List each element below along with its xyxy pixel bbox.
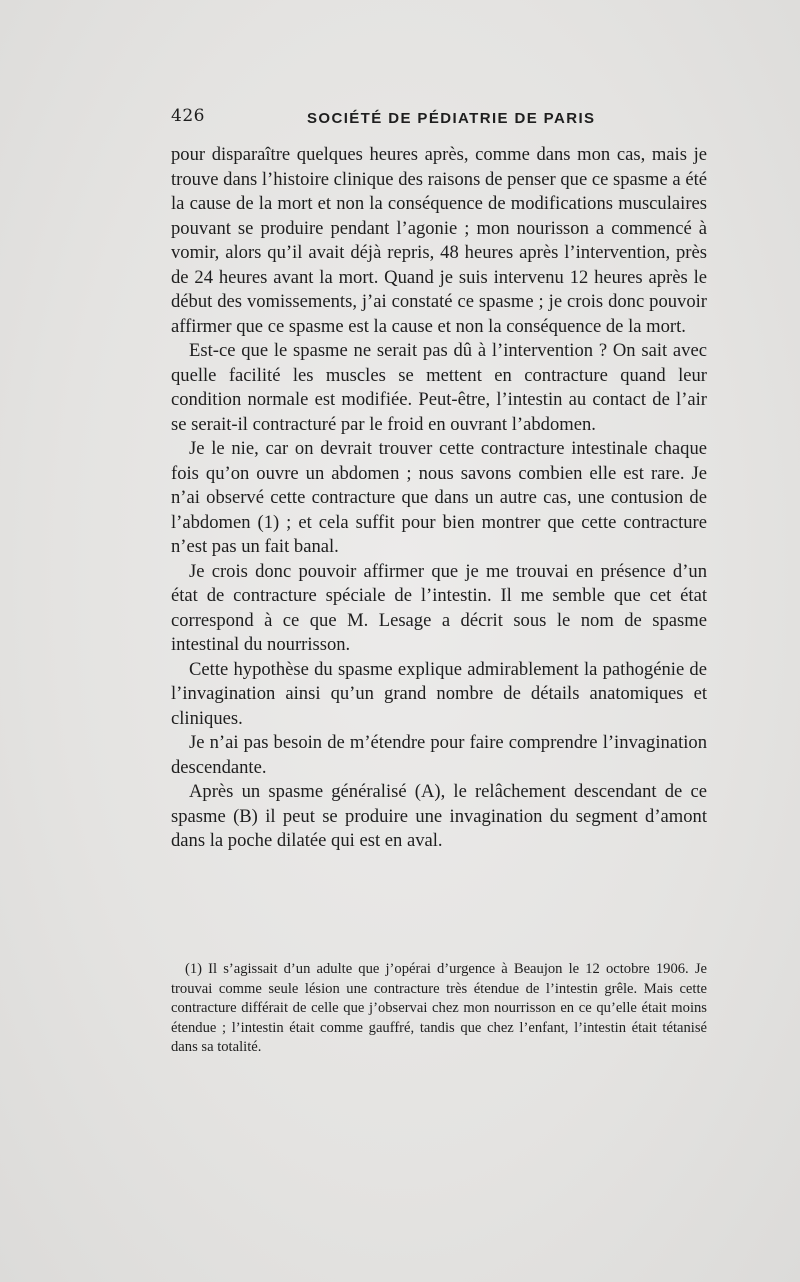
footnote-text: (1) Il s’agissait d’un adulte que j’opérai d’urgence à Beaujon le 12 octobre 1906. Je trouvai comme seule lésion une contracture très étendue de l’intestin grêle. Mais cette contracture différait de celle que j’observai chez mon nourrisson en ce qu’elle était moins étendue ; l’intestin était comme gauffré, tandis que chez l’enfant, l’intestin était tétanisé dans sa totalité. [171, 961, 707, 1055]
paragraph-5: Cette hypothèse du spasme explique admirablement la pathogénie de l’invagination ainsi qu’un grand nombre de détails anatomiques et cliniques. [171, 658, 707, 729]
running-title: SOCIÉTÉ DE PÉDIATRIE DE PARIS [307, 110, 596, 127]
page-header [171, 106, 711, 136]
footnote [171, 960, 707, 1058]
paragraph-6: Je n’ai pas besoin de m’étendre pour faire comprendre l’invagination descendante. [171, 732, 707, 778]
paragraph-3: Je le nie, car on devrait trouver cette contracture intestinale chaque fois qu’on ouvre un abdomen ; nous savons combien elle est rare. Je n’ai observé cette contracture que dans un autre cas, une contusion de l’abdomen (1) ; et cela suffit pour bien montrer que cette contracture n’est pas un fait banal. [171, 438, 707, 557]
paragraph-1: pour disparaître quelques heures après, comme dans mon cas, mais je trouve dans l’histoire clinique des raisons de penser que ce spasme a été la cause de la mort et non la conséquence de modifications musculaires pouvant se produire pendant l’agonie ; mon nourisson a commencé à vomir, alors qu’il avait déjà repris, 48 heures après l’intervention, près de 24 heures avant la mort. Quand je suis intervenu 12 heures après le début des vomissements, j’ai constaté ce spasme ; je crois donc pouvoir affirmer que ce spasme est la cause et non la conséquence de la mort. [171, 144, 707, 337]
body-text [171, 143, 707, 854]
paragraph-7: Après un spasme généralisé (A), le relâchement descendant de ce spasme (B) il peut se produire une invagination du segment d’amont dans la poche dilatée qui est en aval. [171, 781, 707, 851]
page-number: 426 [171, 106, 205, 126]
paragraph-2: Est-ce que le spasme ne serait pas dû à l’intervention ? On sait avec quelle facilité les muscles se mettent en contracture quand leur condition normale est modifiée. Peut-être, l’intestin au contact de l’air se serait-il contracturé par le froid en ouvrant l’abdomen. [171, 340, 707, 435]
paragraph-4: Je crois donc pouvoir affirmer que je me trouvai en présence d’un état de contracture spéciale de l’intestin. Il me semble que cet état correspond à ce que M. Lesage a décrit sous le nom de spasme intestinal du nourrisson. [171, 560, 707, 655]
